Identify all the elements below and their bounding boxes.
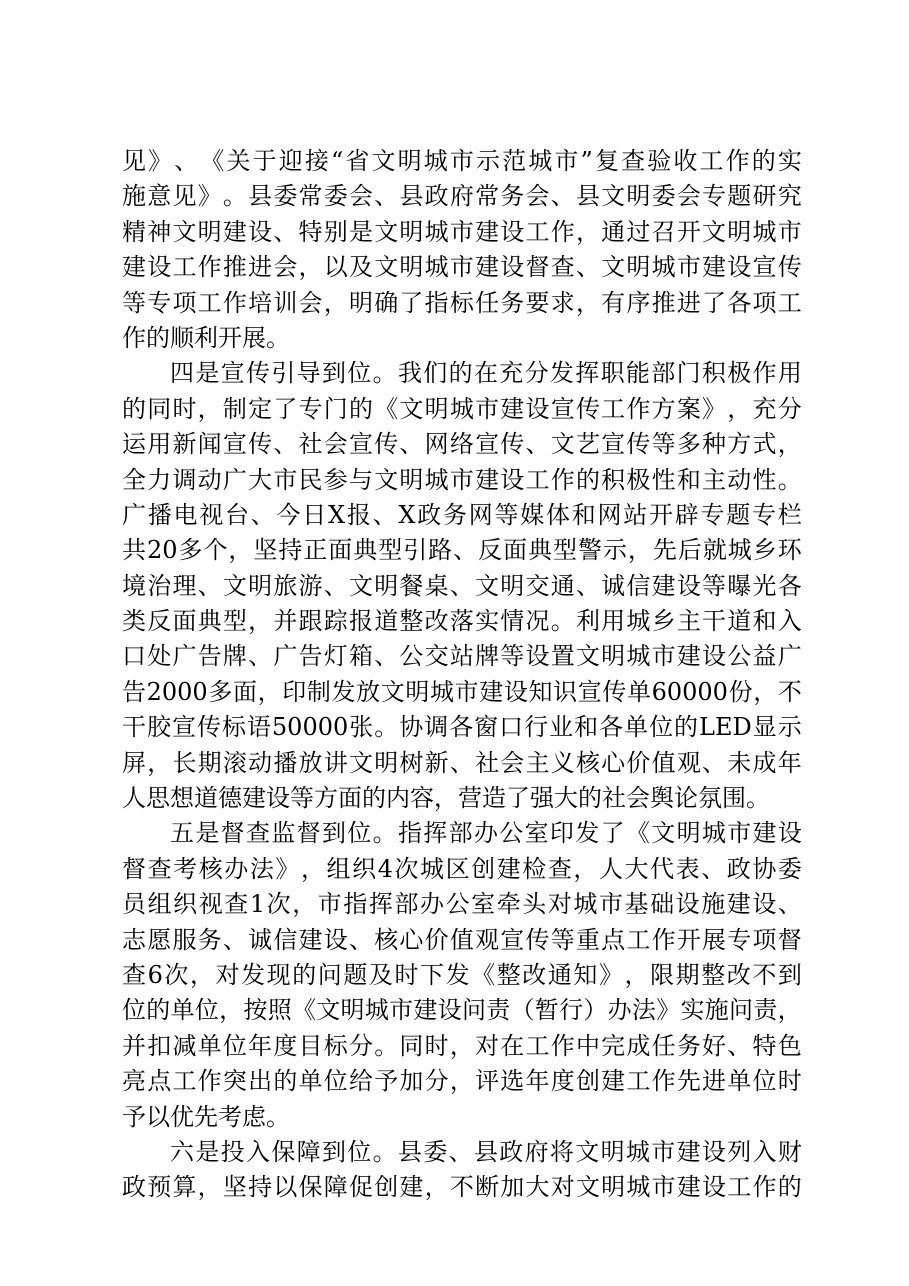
- text-line: 位 的 单 位 ， 按 照 《 文 明 城 市 建 设 问 责 （ 暂 行 ） 办 法 》 实 施 问 责 ，: [122, 996, 802, 1025]
- text-line: 运 用 新 闻 宣 传 、 社 会 宣 传 、 网 络 宣 传 、 文 艺 宣 传 等 多 种 方 式 ，: [122, 430, 802, 459]
- text-line: 作 的 顺 利 开 展 。: [122, 323, 290, 352]
- text-line: 予 以 优 先 考 虑 。: [122, 1102, 290, 1131]
- text-line: 共 20 多 个 ， 坚 持 正 面 典 型 引 路 、 反 面 典 型 警 示 ， 先 后 就 城 乡 环: [122, 536, 802, 565]
- text-line: 类 反 面 典 型 ， 并 跟 踪 报 道 整 改 落 实 情 况 。 利 用 城 乡 主 干 道 和 入: [122, 607, 802, 636]
- text-line: 施 意 见 》 。 县 委 常 委 会 、 县 政 府 常 务 会 、 县 文 明 委 会 专 题 研 究: [122, 182, 802, 211]
- text-line: 见 》 、 《 关 于 迎 接 “ 省 文 明 城 市 示 范 城 市 ” 复 查 验 收 工 作 的 实: [122, 147, 802, 175]
- text-line: 干 胶 宣 传 标 语 50000 张 。 协 调 各 窗 口 行 业 和 各 单 位 的 LED 显 示: [122, 713, 802, 742]
- text-line: 政 预 算 ， 坚 持 以 保 障 促 创 建 ， 不 断 加 大 对 文 明 城 市 建 设 工 作 的: [122, 1173, 802, 1202]
- text-line: 的 同 时 ， 制 定 了 专 门 的 《 文 明 城 市 建 设 宣 传 工 作 方 案 》 ， 充 分: [122, 394, 802, 423]
- text-line: 六 是 投 入 保 障 到 位 。 县 委 、 县 政 府 将 文 明 城 市 建 设 列 入 财: [170, 1137, 802, 1166]
- text-line: 亮 点 工 作 突 出 的 单 位 给 予 加 分 ， 评 选 年 度 创 建 工 作 先 进 单 位 时: [122, 1067, 802, 1096]
- text-line: 广 播 电 视 台 、 今 日 X 报 、 X 政 务 网 等 媒 体 和 网 站 开 辟 专 题 专 栏: [122, 500, 802, 529]
- text-line: 督 查 考 核 办 法 》 ， 组 织 4 次 城 区 创 建 检 查 ， 人 大 代 表 、 政 协 委: [122, 854, 802, 883]
- text-line: 人 思 想 道 德 建 设 等 方 面 的 内 容 ， 营 造 了 强 大 的 社 会 舆 论 氛 围 。: [122, 784, 770, 813]
- text-line: 告 2000 多 面 ， 印 制 发 放 文 明 城 市 建 设 知 识 宣 传 单 60000 份 ， 不: [122, 677, 802, 706]
- text-line: 精 神 文 明 建 设 、 特 别 是 文 明 城 市 建 设 工 作 ， 通 过 召 开 文 明 城 市: [122, 217, 802, 246]
- document-body: [122, 144, 802, 1206]
- text-line: 境 治 理 、 文 明 旅 游 、 文 明 餐 桌 、 文 明 交 通 、 诚 信 建 设 等 曝 光 各: [122, 571, 802, 600]
- text-line: 五 是 督 查 监 督 到 位 。 指 挥 部 办 公 室 印 发 了 《 文 明 城 市 建 设: [170, 819, 802, 848]
- text-line: 并 扣 减 单 位 年 度 目 标 分 。 同 时 ， 对 在 工 作 中 完 成 任 务 好 、 特 色: [122, 1031, 802, 1060]
- text-line: 等 专 项 工 作 培 训 会 ， 明 确 了 指 标 任 务 要 求 ， 有 序 推 进 了 各 项 工: [122, 288, 802, 317]
- text-line: 四 是 宣 传 引 导 到 位 。 我 们 的 在 充 分 发 挥 职 能 部 门 积 极 作 用: [170, 359, 802, 388]
- text-line: 查 6 次 ， 对 发 现 的 问 题 及 时 下 发 《 整 改 通 知 》 ， 限 期 整 改 不 到: [122, 960, 802, 989]
- text-line: 员 组 织 视 查 1 次 ， 市 指 挥 部 办 公 室 牵 头 对 城 市 基 础 设 施 建 设 、: [122, 890, 802, 919]
- text-line: 志 愿 服 务 、 诚 信 建 设 、 核 心 价 值 观 宣 传 等 重 点 工 作 开 展 专 项 督: [122, 925, 802, 954]
- text-line: 口 处 广 告 牌 、 广 告 灯 箱 、 公 交 站 牌 等 设 置 文 明 城 市 建 设 公 益 广: [122, 642, 802, 671]
- text-line: 建 设 工 作 推 进 会 ， 以 及 文 明 城 市 建 设 督 查 、 文 明 城 市 建 设 宣 传: [122, 253, 802, 282]
- text-line: 屏 ， 长 期 滚 动 播 放 讲 文 明 树 新 、 社 会 主 义 核 心 价 值 观 、 未 成 年: [122, 748, 802, 777]
- text-line: 全 力 调 动 广 大 市 民 参 与 文 明 城 市 建 设 工 作 的 积 极 性 和 主 动 性 。: [122, 465, 802, 494]
